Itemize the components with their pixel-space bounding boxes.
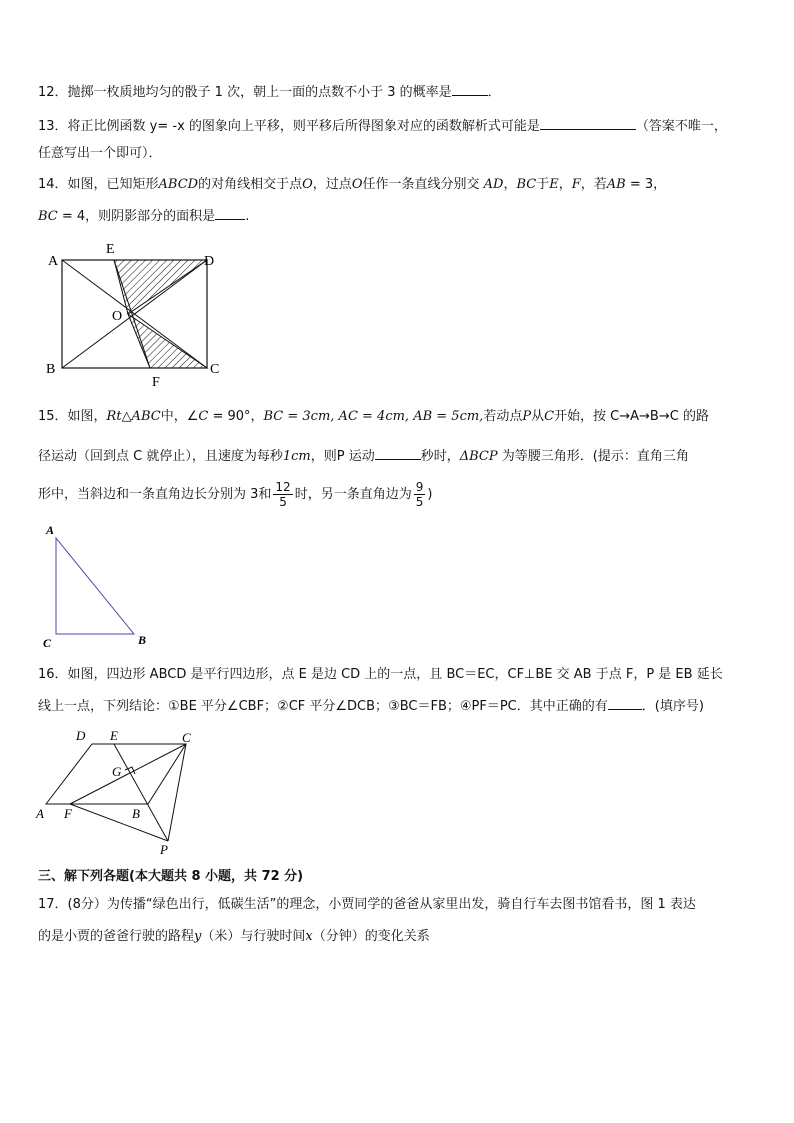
q15-text-c: = 90°， [208, 409, 264, 424]
q15-rt: Rt [106, 409, 122, 424]
q15-text-d: 若动点 [483, 409, 523, 424]
q16-text-b: 线上一点，下列结论：①BE 平分∠CBF；②CF 平分∠DCB；③BC＝FB；④PF＝PC．其中正确的有 [38, 699, 608, 714]
segment-ep [114, 744, 168, 841]
q14-ab: AB [606, 177, 626, 192]
q15-text-e: 从 [531, 409, 545, 424]
q12-text: 12．抛掷一枚质地均匀的骰子 1 次，朝上一面的点数不小于 3 的概率是 [38, 85, 452, 100]
label-e: E [106, 242, 115, 257]
q14-ad: AD [483, 177, 504, 192]
label-e: E [110, 728, 118, 743]
frac1-numerator: 12 [275, 480, 291, 494]
q15-triangle: △ABC [121, 409, 161, 424]
q14-o-2: O [351, 177, 363, 192]
q15-lengths: BC = 3cm, AC = 4cm, AB = 5cm, [263, 409, 484, 424]
label-a: A [46, 523, 55, 537]
q15-right-triangle-figure [40, 522, 160, 652]
q15-bcp: ΔBCP [459, 449, 498, 464]
label-f: F [64, 806, 72, 821]
q15-text-b: 中，∠ [160, 409, 199, 424]
q14-f: F [571, 177, 581, 192]
q14-e: E [549, 177, 559, 192]
shaded-triangle-bottom [128, 314, 207, 368]
q12-end: ． [487, 85, 501, 100]
question-14-line1 [38, 176, 666, 194]
q14-abcd: ABCD [158, 177, 199, 192]
frac2-denominator: 5 [415, 495, 424, 509]
question-17-line2 [38, 928, 430, 946]
segment-fp [70, 804, 168, 841]
q15-c-2: C [544, 409, 555, 424]
q14-text-e: 于 [536, 177, 550, 192]
q15-text-a: 15．如图， [38, 409, 107, 424]
q17-text-b: 的是小贾的爸爸行驶的路程 [38, 929, 195, 944]
q14-text-d: 任作一条直线分别交 [362, 177, 480, 192]
q16-text-a: 16．如图，四边形 ABCD 是平行四边形，点 E 是边 CD 上的一点，且 BC＝EC，CF⊥BE 交 AB 于点 F，P 是 EB 延长 [38, 667, 723, 682]
q12-answer-blank[interactable] [452, 82, 488, 96]
question-12 [38, 82, 501, 102]
frac1-denominator: 5 [279, 495, 287, 509]
q14-comma-2: ， [558, 177, 572, 192]
section-3-heading [38, 868, 303, 886]
question-13-line1 [38, 116, 727, 136]
q14-text-f: ，若 [580, 177, 607, 192]
q13-text: 13．将正比例函数 y= -x 的图象向上平移，则平移后所得图象对应的函数解析式可能是 [38, 119, 540, 134]
label-p: P [160, 842, 168, 856]
label-c: C [182, 730, 191, 745]
q14-text-c: ，过点 [312, 177, 352, 192]
section-3-title: 三、解下列各题(本大题共 8 小题，共 72 分) [38, 869, 304, 884]
q14-rectangle-figure [40, 238, 240, 388]
triangle-abc [56, 538, 134, 634]
question-17-line1 [38, 896, 696, 914]
segment-cf [70, 744, 186, 804]
q14-bc: BC [516, 177, 537, 192]
q14-o: O [302, 177, 313, 192]
label-d: D [76, 728, 86, 743]
label-b: B [132, 806, 140, 821]
q17-y: y [194, 929, 202, 944]
q14-bc-2: BC [38, 209, 58, 224]
label-g: G [112, 764, 122, 779]
q15-answer-blank[interactable] [375, 446, 421, 460]
q14-text-a: 14．如图，已知矩形 [38, 177, 159, 192]
question-16-line1 [38, 666, 723, 684]
q17-x: x [305, 929, 313, 944]
fraction-9-5 [414, 480, 426, 509]
q17-text-a: 17．(8分）为传播“绿色出行，低碳生活”的理念，小贾同学的爸爸从家里出发，骑自行车去图书馆看书，图 1 表达 [38, 897, 696, 912]
question-15-line3 [38, 480, 432, 510]
q15-text-j: 为等腰三角形．(提示：直角三角 [497, 449, 689, 464]
label-o: O [112, 309, 123, 324]
q15-text-l: 时，另一条直角边为 [294, 487, 412, 502]
q15-text-h: ，则P 运动 [310, 449, 375, 464]
shaded-triangle-top [114, 260, 207, 314]
fraction-12-5 [273, 480, 292, 509]
label-a: A [36, 806, 44, 821]
q15-speed: 1cm [282, 449, 311, 464]
frac2-numerator: 9 [415, 480, 424, 494]
q13-text-2: 任意写出一个即可）． [38, 146, 162, 161]
q16-text-c: ．(填序号) [641, 699, 704, 714]
label-c: C [210, 362, 220, 377]
label-f: F [152, 375, 160, 388]
q14-text-g: = 4，则阴影部分的面积是 [57, 209, 216, 224]
question-14-line2 [38, 206, 249, 226]
q15-p: P [522, 409, 532, 424]
q14-text-b: 的对角线相交于点 [198, 177, 303, 192]
q15-text-g: 径运动（回到点 C 就停止），且速度为每秒 [38, 449, 283, 464]
q17-text-c: （米）与行驶时间 [201, 929, 306, 944]
q14-end: . [245, 209, 250, 224]
label-b: B [138, 633, 147, 647]
q14-comma: ， [503, 177, 517, 192]
label-b: B [46, 362, 56, 377]
q17-text-d: （分钟）的变化关系 [312, 929, 430, 944]
q15-text-m: ) [427, 487, 433, 502]
label-a: A [48, 254, 59, 269]
q16-answer-blank[interactable] [608, 696, 642, 710]
q13-note: （答案不唯一， [635, 119, 727, 134]
label-c: C [43, 636, 52, 650]
label-d: D [204, 254, 215, 269]
q15-text-k: 形中，当斜边和一条直角边长分别为 3和 [38, 487, 272, 502]
question-13-line2 [38, 145, 162, 163]
q16-parallelogram-figure [34, 726, 204, 856]
q15-c: C [198, 409, 209, 424]
question-16-line2 [38, 696, 704, 716]
q14-ab-val: = 3， [625, 177, 667, 192]
q15-text-i: 秒时， [420, 449, 460, 464]
q14-answer-blank[interactable] [215, 206, 245, 220]
question-15-line2 [38, 446, 689, 466]
question-15-line1 [38, 408, 709, 426]
q13-answer-blank[interactable] [540, 116, 636, 130]
q15-text-f: 开始，按 C→A→B→C 的路 [554, 409, 709, 424]
